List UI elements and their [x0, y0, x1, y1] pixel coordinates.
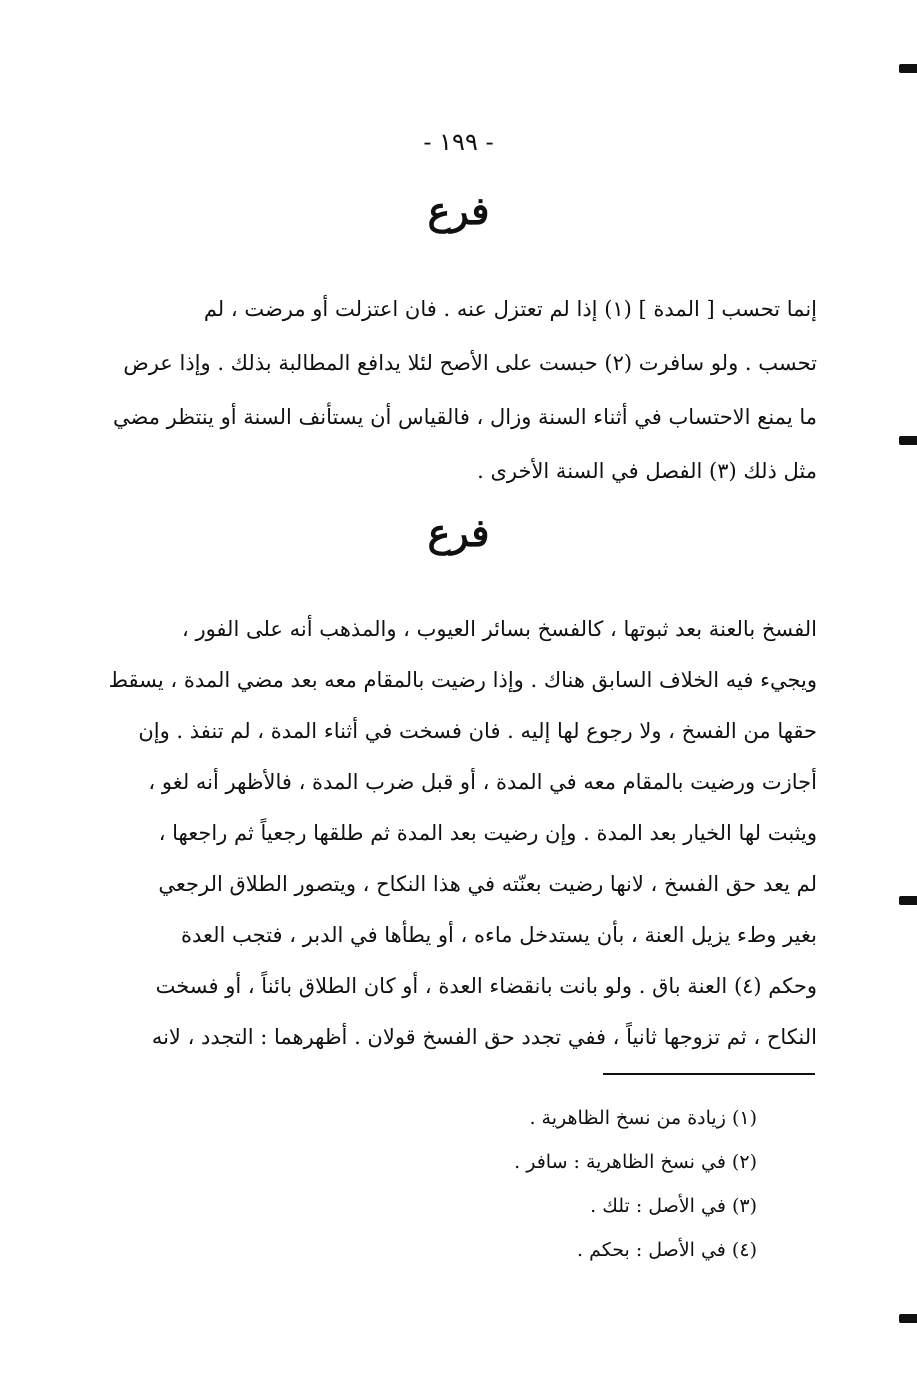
- footnote: (١) زيادة من نسخ الظاهرية .: [529, 1107, 757, 1129]
- page-number: - ١٩٩ -: [423, 128, 494, 156]
- paragraph-line: إنما تحسب [ المدة ] (١) إذا لم تعتزل عنه . فان اعتزلت أو مرضت ، لم: [203, 297, 817, 321]
- edge-scan-mark: [899, 1314, 917, 1323]
- paragraph-line: تحسب . ولو سافرت (٢) حبست على الأصح لئلا يدافع المطالبة بذلك . وإذا عرض: [123, 351, 817, 375]
- edge-scan-mark: [899, 64, 917, 73]
- paragraph-line: مثل ذلك (٣) الفصل في السنة الأخرى .: [477, 459, 817, 483]
- paragraph-line: وحكم (٤) العنة باق . ولو بانت بانقضاء العدة ، أو كان الطلاق بائناً ، أو فسخت: [155, 974, 817, 998]
- paragraph-line: النكاح ، ثم تزوجها ثانياً ، ففي تجدد حق الفسخ قولان . أظهرهما : التجدد ، لانه: [151, 1025, 817, 1049]
- footnotes: [337, 1096, 757, 1272]
- paragraph-1: [97, 282, 817, 498]
- paragraph-line: لم يعد حق الفسخ ، لانها رضيت بعنّته في هذا النكاح ، ويتصور الطلاق الرجعي: [158, 872, 817, 896]
- paragraph-line: بغير وطء يزيل العنة ، بأن يستدخل ماءه ، أو يطأها في الدبر ، فتجب العدة: [180, 923, 817, 947]
- paragraph-line: ويجيء فيه الخلاف السابق هناك . وإذا رضيت بالمقام معه بعد مضي المدة ، يسقط: [108, 668, 817, 692]
- paragraph-line: الفسخ بالعنة بعد ثبوتها ، كالفسخ بسائر العيوب ، والمذهب أنه على الفور ،: [181, 617, 817, 641]
- footnote: (٤) في الأصل : بحكم .: [577, 1239, 757, 1261]
- edge-scan-mark: [899, 436, 917, 445]
- paragraph-line: ما يمنع الاحتساب في أثناء السنة وزال ، فالقياس أن يستأنف السنة أو ينتظر مضي: [113, 405, 817, 429]
- footnote: (٣) في الأصل : تلك .: [590, 1195, 757, 1217]
- paragraph-line: ويثبت لها الخيار بعد المدة . وإن رضيت بعد المدة ثم طلقها رجعياً ثم راجعها ،: [158, 821, 817, 845]
- section-heading-2: فرع: [427, 510, 490, 555]
- footnote: (٢) في نسخ الظاهرية : سافر .: [514, 1151, 757, 1173]
- paragraph-2: [97, 604, 817, 1063]
- footnote-separator: [603, 1073, 815, 1075]
- paragraph-line: أجازت ورضيت بالمقام معه في المدة ، أو قبل ضرب المدة ، فالأظهر أنه لغو ،: [148, 770, 817, 794]
- section-heading-1: فرع: [427, 188, 490, 233]
- paragraph-line: حقها من الفسخ ، ولا رجوع لها إليه . فان فسخت في أثناء المدة ، لم تنفذ . وإن: [138, 719, 817, 743]
- edge-scan-mark: [899, 896, 917, 905]
